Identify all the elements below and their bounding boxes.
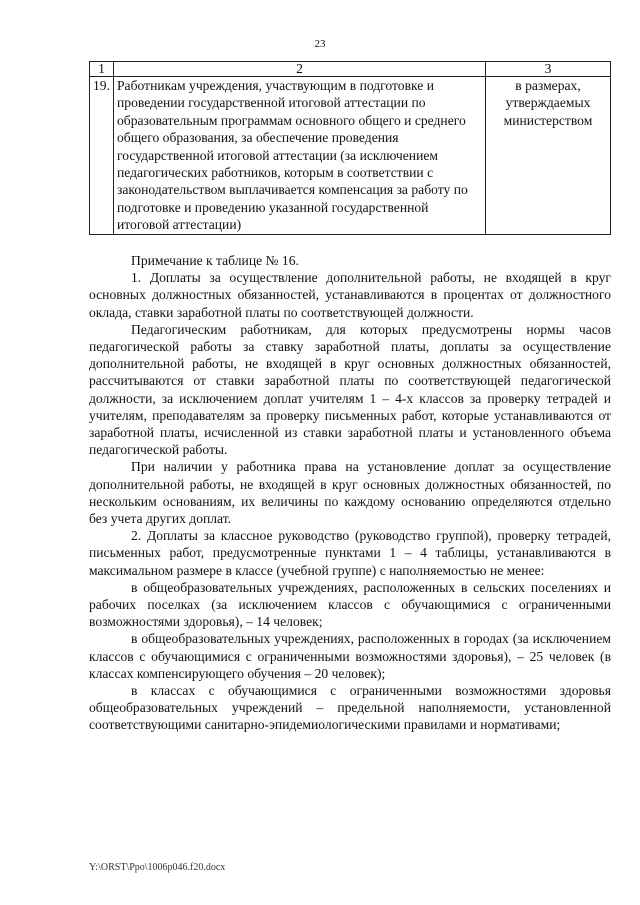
note-paragraph: 2. Доплаты за классное руководство (руководство группой), проверку тетрадей, письменных работ, предусмотренные пунктами 1 – 4 таблицы, устанавливаются в максимальном размере в классе (учебной группе) с наполняемостью не менее: xyxy=(89,528,611,578)
note-paragraph: в общеобразовательных учреждениях, расположенных в сельских поселениях и рабочих поселках (за исключением классов с обучающимися с ограниченными возможностями здоровья), – 14 человек; xyxy=(89,579,611,630)
row-number-cell: 19. xyxy=(90,77,114,235)
table-header-cell: 1 xyxy=(90,62,114,77)
note-paragraph: 1. Доплаты за осуществление дополнительной работы, не входящей в круг основных должностных обязанностей, устанавливаются в процентах от должностного оклада, ставки заработной платы по соответствующей должности. xyxy=(89,270,611,320)
row-description-cell: Работникам учреждения, участвующим в подготовке и проведении государственной итоговой аттестации по образовательным программам основного общего и среднего общего образования, за обеспечение проведения государственной итоговой аттестации (за исключением педагогических работников, которым в соответствии с законодательством выплачивается компенсация за работу по подготовке и проведению указанной государственной итоговой аттестации) xyxy=(114,77,486,235)
note-paragraph: в классах с обучающимися с ограниченными возможностями здоровья общеобразовательных учреждений – предельной наполняемости, установленной соответствующими санитарно-эпидемиологическими правилами и нормативами; xyxy=(89,683,611,733)
note-section xyxy=(89,252,611,734)
row-amount-cell: в размерах, утверждаемых министерством xyxy=(486,77,611,235)
table-header-cell: 3 xyxy=(486,62,611,77)
note-paragraph: Педагогическим работникам, для которых предусмотрены нормы часов педагогической работы за ставку заработной платы, доплаты за осуществление дополнительной работы, не входящей в круг основных должностных обязанностей, рассчитываются от ставки заработной платы по соответствующей педагогической должности, за исключением доплат учителям 1 – 4-х классов за проверку тетрадей и учителям, преподавателям за проверку письменных работ, которые устанавливаются от заработной платы, исчисленной из ставки заработной платы и установленного объема педагогической работы. xyxy=(89,321,611,458)
payments-table xyxy=(89,61,611,235)
table-header-cell: 2 xyxy=(114,62,486,77)
table-header-row xyxy=(90,62,611,77)
page-number: 23 xyxy=(314,38,326,50)
note-paragraph: в общеобразовательных учреждениях, расположенных в городах (за исключением классов с обучающимися с ограниченными возможностями здоровья), – 25 человек (в классах компенсирующего обучения – 20 человек); xyxy=(89,631,611,681)
table-row xyxy=(90,77,611,235)
note-title: Примечание к таблице № 16. xyxy=(131,253,299,268)
note-paragraph: При наличии у работника права на установление доплат за осуществление дополнительной работы, не входящей в круг основных должностных обязанностей, по нескольким основаниям, их величины по каждому основанию определяются отдельно без учета других доплат. xyxy=(89,459,611,527)
footer-file-path: Y:\ORST\Ppo\1006p046.f20.docx xyxy=(89,862,226,873)
